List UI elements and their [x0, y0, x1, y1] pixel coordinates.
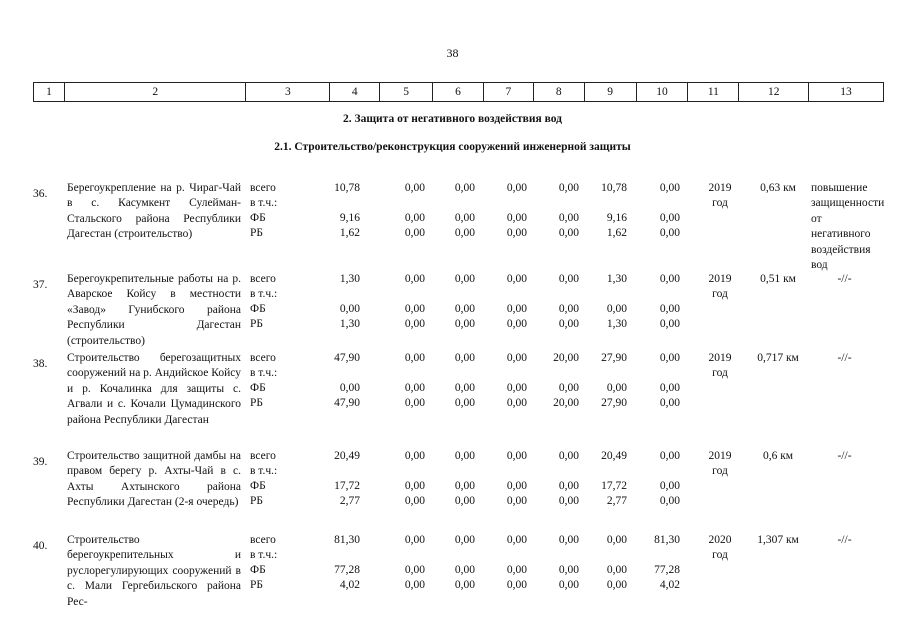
value-cell: 0,00	[506, 182, 527, 194]
column-header-row	[33, 82, 884, 102]
value-cell: 0,00	[506, 227, 527, 239]
fund-label: ФБ	[250, 303, 266, 315]
value-cell: 0,00	[506, 303, 527, 315]
value-cell: 77,28	[334, 564, 360, 576]
value-cell: 0,00	[404, 480, 425, 492]
value-cell: 0,00	[404, 227, 425, 239]
value-cell: 1,30	[606, 318, 627, 330]
value-cell: 0,00	[454, 352, 475, 364]
subsection-title: 2.1. Строительство/реконструкция сооружений инженерной защиты	[274, 141, 631, 153]
capacity-cell: 1,307 км	[757, 534, 799, 546]
value-cell: 0,00	[558, 564, 579, 576]
year-cell: 2019	[708, 450, 732, 462]
column-header: 1	[46, 86, 52, 98]
value-cell: 0,00	[606, 579, 627, 591]
value-cell: 0,00	[506, 534, 527, 546]
value-cell: 0,00	[558, 273, 579, 285]
year-unit: год	[712, 288, 728, 300]
value-cell: 0,00	[404, 318, 425, 330]
value-cell: 47,90	[334, 352, 360, 364]
value-cell: 0,00	[454, 382, 475, 394]
value-cell: 0,00	[404, 212, 425, 224]
fund-label: всего	[250, 450, 276, 462]
value-cell: 0,00	[454, 182, 475, 194]
value-cell: 0,00	[506, 397, 527, 409]
value-cell: 0,00	[506, 382, 527, 394]
row-number: 36.	[33, 188, 48, 200]
value-cell: 9,16	[606, 212, 627, 224]
fund-label: ФБ	[250, 212, 266, 224]
value-cell: 0,00	[606, 564, 627, 576]
value-cell: 2,77	[606, 495, 627, 507]
fund-label: всего	[250, 182, 276, 194]
value-cell: 0,00	[659, 495, 680, 507]
row-number: 37.	[33, 279, 48, 291]
value-cell: 0,00	[454, 534, 475, 546]
year-unit: год	[712, 465, 728, 477]
value-cell: 0,00	[558, 318, 579, 330]
fund-label: в т.ч.:	[250, 465, 278, 477]
fund-label: всего	[250, 273, 276, 285]
fund-label: РБ	[250, 318, 263, 330]
year-cell: 2019	[708, 182, 732, 194]
column-header: 13	[808, 83, 883, 101]
value-cell: 0,00	[404, 182, 425, 194]
value-cell: 1,62	[606, 227, 627, 239]
value-cell: 0,00	[558, 182, 579, 194]
value-cell: 0,00	[404, 450, 425, 462]
column-header: 7	[483, 83, 533, 101]
value-cell: 0,00	[404, 273, 425, 285]
value-cell: 20,49	[601, 450, 627, 462]
value-cell: 0,00	[404, 495, 425, 507]
value-cell: 0,00	[558, 495, 579, 507]
fund-label: РБ	[250, 227, 263, 239]
year-cell: 2019	[708, 273, 732, 285]
purpose-note: -//-	[837, 352, 852, 364]
capacity-cell: 0,6 км	[762, 450, 794, 462]
value-cell: 0,00	[339, 382, 360, 394]
value-cell: 0,00	[506, 273, 527, 285]
value-cell: 0,00	[659, 480, 680, 492]
value-cell: 0,00	[558, 579, 579, 591]
value-cell: 0,00	[558, 480, 579, 492]
section-title: 2. Защита от негативного воздействия вод	[343, 113, 562, 125]
value-cell: 20,49	[334, 450, 360, 462]
value-cell: 81,30	[334, 534, 360, 546]
value-cell: 0,00	[558, 212, 579, 224]
row-number: 38.	[33, 358, 48, 370]
fund-label: в т.ч.:	[250, 367, 278, 379]
value-cell: 0,00	[506, 495, 527, 507]
value-cell: 0,00	[506, 352, 527, 364]
value-cell: 0,00	[506, 450, 527, 462]
fund-label: РБ	[250, 579, 263, 591]
value-cell: 0,00	[558, 303, 579, 315]
value-cell: 2,77	[339, 495, 360, 507]
value-cell: 0,00	[404, 579, 425, 591]
value-cell: 0,00	[558, 450, 579, 462]
purpose-note: повышение защищенности от негативного воздействия вод	[811, 182, 885, 272]
value-cell: 0,00	[454, 303, 475, 315]
value-cell: 77,28	[654, 564, 680, 576]
row-description: Берегоукрепительные работы на р. Аварское Койсу в местности «Завод» Гунибского района Республики Дагестан (строительство)	[67, 273, 241, 347]
value-cell: 0,00	[454, 227, 475, 239]
fund-label: РБ	[250, 397, 263, 409]
value-cell: 0,00	[506, 480, 527, 492]
fund-label: всего	[250, 534, 276, 546]
value-cell: 4,02	[659, 579, 680, 591]
value-cell: 0,00	[404, 352, 425, 364]
value-cell: 0,00	[506, 212, 527, 224]
value-cell: 0,00	[339, 303, 360, 315]
capacity-cell: 0,717 км	[757, 352, 799, 364]
value-cell: 4,02	[339, 579, 360, 591]
row-description: Строительство защитной дамбы на правом берегу р. Ахты-Чай в с. Ахты Ахтынского района Республики Дагестан (2-я очередь)	[67, 450, 241, 509]
column-header: 3	[245, 83, 329, 101]
value-cell: 0,00	[404, 564, 425, 576]
value-cell: 0,00	[404, 397, 425, 409]
row-description: Строительство берегозащитных сооружений на р. Андийское Койсу и р. Кочалинка для защиты с. Агвали и с. Кочали Цумадинского района Республики Дагестан	[67, 352, 241, 426]
value-cell: 10,78	[601, 182, 627, 194]
value-cell: 0,00	[606, 534, 627, 546]
value-cell: 1,30	[606, 273, 627, 285]
value-cell: 81,30	[654, 534, 680, 546]
value-cell: 0,00	[558, 227, 579, 239]
value-cell: 0,00	[506, 318, 527, 330]
column-header: 8	[533, 83, 584, 101]
value-cell: 1,30	[339, 273, 360, 285]
value-cell: 0,00	[659, 273, 680, 285]
value-cell: 27,90	[601, 397, 627, 409]
value-cell: 1,30	[339, 318, 360, 330]
value-cell: 0,00	[506, 564, 527, 576]
value-cell: 0,00	[454, 564, 475, 576]
fund-label: в т.ч.:	[250, 288, 278, 300]
value-cell: 27,90	[601, 352, 627, 364]
value-cell: 0,00	[454, 273, 475, 285]
column-header: 12	[738, 83, 808, 101]
value-cell: 0,00	[659, 397, 680, 409]
value-cell: 20,00	[553, 352, 579, 364]
year-unit: год	[712, 549, 728, 561]
value-cell: 0,00	[659, 352, 680, 364]
value-cell: 0,00	[659, 450, 680, 462]
value-cell: 0,00	[404, 303, 425, 315]
purpose-note: -//-	[837, 273, 852, 285]
value-cell: 0,00	[659, 182, 680, 194]
value-cell: 0,00	[404, 534, 425, 546]
page-number: 38	[446, 46, 459, 60]
value-cell: 47,90	[334, 397, 360, 409]
row-number: 40.	[33, 540, 48, 552]
value-cell: 0,00	[454, 397, 475, 409]
value-cell: 0,00	[659, 212, 680, 224]
fund-label: всего	[250, 352, 276, 364]
value-cell: 9,16	[339, 212, 360, 224]
column-header: 5	[379, 83, 432, 101]
value-cell: 17,72	[601, 480, 627, 492]
year-cell: 2020	[708, 534, 732, 546]
column-header: 9	[584, 83, 636, 101]
value-cell: 17,72	[334, 480, 360, 492]
value-cell: 0,00	[506, 579, 527, 591]
column-header: 11	[687, 83, 738, 101]
column-header: 4	[329, 83, 379, 101]
value-cell: 0,00	[659, 227, 680, 239]
value-cell: 0,00	[454, 480, 475, 492]
capacity-cell: 0,51 км	[760, 273, 796, 285]
value-cell: 20,00	[553, 397, 579, 409]
column-header: 10	[636, 83, 688, 101]
fund-label: ФБ	[250, 564, 266, 576]
fund-label: в т.ч.:	[250, 197, 278, 209]
value-cell: 0,00	[558, 382, 579, 394]
fund-label: ФБ	[250, 382, 266, 394]
row-description: Берегоукрепление на р. Чираг-Чай в с. Касумкент Сулейман-Стальского района Республики Дагестан (строительство)	[67, 182, 241, 241]
value-cell: 0,00	[659, 318, 680, 330]
column-header: 2	[64, 83, 246, 101]
value-cell: 1,62	[339, 227, 360, 239]
fund-label: РБ	[250, 495, 263, 507]
value-cell: 0,00	[659, 303, 680, 315]
value-cell: 0,00	[606, 303, 627, 315]
value-cell: 0,00	[454, 212, 475, 224]
purpose-note: -//-	[837, 534, 852, 546]
fund-label: в т.ч.:	[250, 549, 278, 561]
row-description: Строительство берегоукрепительных и руслорегулирующих сооружений в с. Мали Гергебильского района Рес-	[67, 534, 241, 608]
row-number: 39.	[33, 456, 48, 468]
value-cell: 0,00	[404, 382, 425, 394]
purpose-note: -//-	[837, 450, 852, 462]
value-cell: 0,00	[454, 495, 475, 507]
value-cell: 0,00	[454, 450, 475, 462]
year-cell: 2019	[708, 352, 732, 364]
value-cell: 0,00	[558, 534, 579, 546]
capacity-cell: 0,63 км	[760, 182, 796, 194]
fund-label: ФБ	[250, 480, 266, 492]
value-cell: 0,00	[606, 382, 627, 394]
value-cell: 0,00	[454, 318, 475, 330]
value-cell: 0,00	[659, 382, 680, 394]
year-unit: год	[712, 197, 728, 209]
column-header: 6	[432, 83, 483, 101]
year-unit: год	[712, 367, 728, 379]
value-cell: 10,78	[334, 182, 360, 194]
value-cell: 0,00	[454, 579, 475, 591]
